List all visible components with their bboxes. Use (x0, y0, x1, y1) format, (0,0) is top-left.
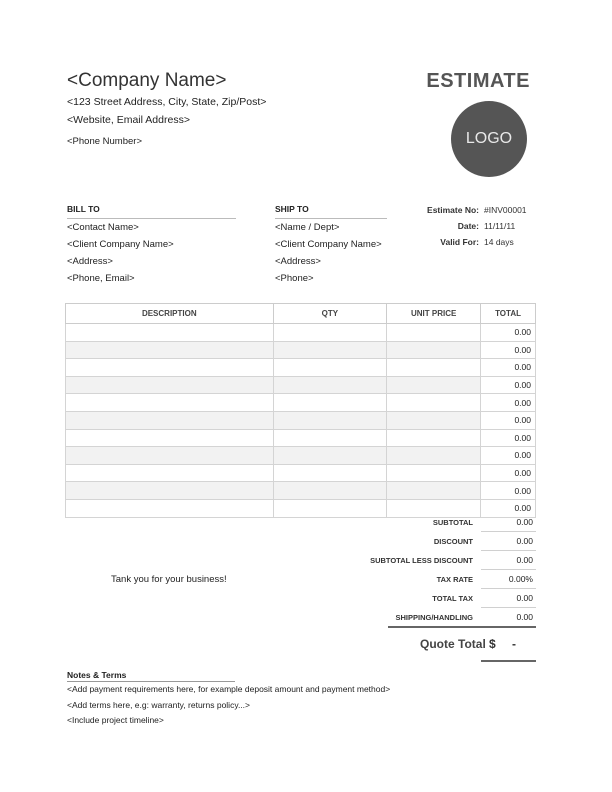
cell-total[interactable]: 0.00 (481, 359, 536, 377)
meta-label: Estimate No: (427, 205, 479, 215)
thank-you-message: Tank you for your business! (111, 574, 227, 585)
ship-to-section (275, 204, 387, 287)
bill-to-line: <Phone, Email> (67, 273, 135, 284)
cell-unit-price[interactable] (387, 464, 481, 482)
column-header-qty: QTY (273, 304, 387, 324)
note-line[interactable]: <Add terms here, e.g: warranty, returns policy...> (67, 700, 250, 710)
cell-unit-price[interactable] (387, 429, 481, 447)
cell-qty[interactable] (273, 482, 387, 500)
company-address: <123 Street Address, City, State, Zip/Post> (67, 96, 267, 108)
cell-description[interactable] (66, 447, 274, 465)
column-header-unit-price: UNIT PRICE (387, 304, 481, 324)
table-row (66, 341, 536, 359)
column-header-description: DESCRIPTION (66, 304, 274, 324)
column-header-total: TOTAL (481, 304, 536, 324)
summary-row-discount (340, 532, 536, 551)
bill-to-line: <Client Company Name> (67, 239, 174, 250)
summary-row-subtotal-less-discount (340, 551, 536, 570)
cell-description[interactable] (66, 394, 274, 412)
cell-total[interactable]: 0.00 (481, 394, 536, 412)
summary-value[interactable]: 0.00 (481, 532, 536, 551)
cell-description[interactable] (66, 324, 274, 342)
cell-unit-price[interactable] (387, 482, 481, 500)
cell-description[interactable] (66, 359, 274, 377)
meta-row-date (424, 218, 544, 234)
summary-value[interactable]: 0.00 (481, 551, 536, 570)
table-row (66, 411, 536, 429)
summary-row-total-tax (340, 589, 536, 608)
summary-row-tax-rate (340, 570, 536, 589)
cell-qty[interactable] (273, 429, 387, 447)
cell-total[interactable]: 0.00 (481, 429, 536, 447)
table-row (66, 464, 536, 482)
meta-value: 11/11/11 (484, 221, 516, 231)
summary-label: TAX RATE (436, 575, 473, 584)
cell-description[interactable] (66, 499, 274, 517)
cell-total[interactable]: 0.00 (481, 499, 536, 517)
cell-unit-price[interactable] (387, 394, 481, 412)
cell-qty[interactable] (273, 376, 387, 394)
cell-qty[interactable] (273, 394, 387, 412)
cell-description[interactable] (66, 411, 274, 429)
notes-heading: Notes & Terms (67, 670, 235, 682)
cell-total[interactable]: 0.00 (481, 376, 536, 394)
table-header-row (66, 304, 536, 324)
table-body (66, 324, 536, 518)
meta-value: 14 days (484, 237, 514, 247)
summary-value[interactable]: 0.00 (481, 513, 536, 532)
meta-row-estimate-no (424, 202, 544, 218)
bill-to-line: <Address> (67, 256, 113, 267)
cell-total[interactable]: 0.00 (481, 482, 536, 500)
line-items-table (65, 303, 536, 518)
cell-description[interactable] (66, 429, 274, 447)
summary-label: TOTAL TAX (432, 594, 473, 603)
table-row (66, 394, 536, 412)
cell-unit-price[interactable] (387, 341, 481, 359)
meta-row-valid-for (424, 234, 544, 250)
table-row (66, 482, 536, 500)
table-row (66, 429, 536, 447)
ship-to-line: <Name / Dept> (275, 222, 340, 233)
cell-unit-price[interactable] (387, 324, 481, 342)
company-website: <Website, Email Address> (67, 114, 190, 126)
cell-qty[interactable] (273, 341, 387, 359)
cell-total[interactable]: 0.00 (481, 447, 536, 465)
summary-label: SHIPPING/HANDLING (395, 613, 473, 622)
company-name: <Company Name> (67, 70, 227, 91)
quote-total-currency: $ (489, 637, 496, 651)
cell-qty[interactable] (273, 324, 387, 342)
summary-label: SUBTOTAL LESS DISCOUNT (370, 556, 473, 565)
cell-description[interactable] (66, 482, 274, 500)
summary-value[interactable]: 0.00% (481, 570, 536, 589)
table-row (66, 359, 536, 377)
cell-unit-price[interactable] (387, 359, 481, 377)
cell-qty[interactable] (273, 447, 387, 465)
meta-label: Valid For: (440, 237, 479, 247)
bill-to-heading: BILL TO (67, 204, 236, 219)
note-line[interactable]: <Include project timeline> (67, 715, 164, 725)
bill-to-section (67, 204, 236, 287)
cell-total[interactable]: 0.00 (481, 464, 536, 482)
cell-qty[interactable] (273, 359, 387, 377)
ship-to-line: <Address> (275, 256, 321, 267)
logo-placeholder (451, 101, 527, 177)
ship-to-line: <Phone> (275, 273, 314, 284)
summary-label: SUBTOTAL (432, 518, 473, 527)
document-title: ESTIMATE (426, 70, 530, 92)
cell-qty[interactable] (273, 464, 387, 482)
summary-row-shipping (340, 608, 536, 627)
cell-description[interactable] (66, 464, 274, 482)
cell-qty[interactable] (273, 411, 387, 429)
ship-to-heading: SHIP TO (275, 204, 387, 219)
table-row (66, 447, 536, 465)
quote-total-row (388, 626, 536, 662)
company-phone: <Phone Number> (67, 136, 142, 147)
table-row (66, 376, 536, 394)
cell-total[interactable]: 0.00 (481, 411, 536, 429)
summary-value[interactable]: 0.00 (481, 608, 536, 627)
summary-row-subtotal (340, 513, 536, 532)
quote-total-underline (481, 660, 536, 662)
cell-unit-price[interactable] (387, 376, 481, 394)
cell-total[interactable]: 0.00 (481, 324, 536, 342)
ship-to-line: <Client Company Name> (275, 239, 382, 250)
note-line[interactable]: <Add payment requirements here, for example deposit amount and payment method> (67, 684, 391, 694)
table-row (66, 324, 536, 342)
cell-unit-price[interactable] (387, 411, 481, 429)
meta-label: Date: (457, 221, 479, 231)
meta-value: #INV00001 (484, 205, 527, 215)
quote-total-value[interactable]: - (512, 637, 516, 651)
cell-description[interactable] (66, 341, 274, 359)
estimate-meta (424, 202, 544, 250)
bill-to-line: <Contact Name> (67, 222, 139, 233)
logo-text: LOGO (465, 130, 513, 147)
cell-total[interactable]: 0.00 (481, 341, 536, 359)
cell-description[interactable] (66, 376, 274, 394)
summary-value[interactable]: 0.00 (481, 589, 536, 608)
summary-label: DISCOUNT (433, 537, 473, 546)
quote-total-label: Quote Total (420, 637, 486, 651)
cell-unit-price[interactable] (387, 447, 481, 465)
